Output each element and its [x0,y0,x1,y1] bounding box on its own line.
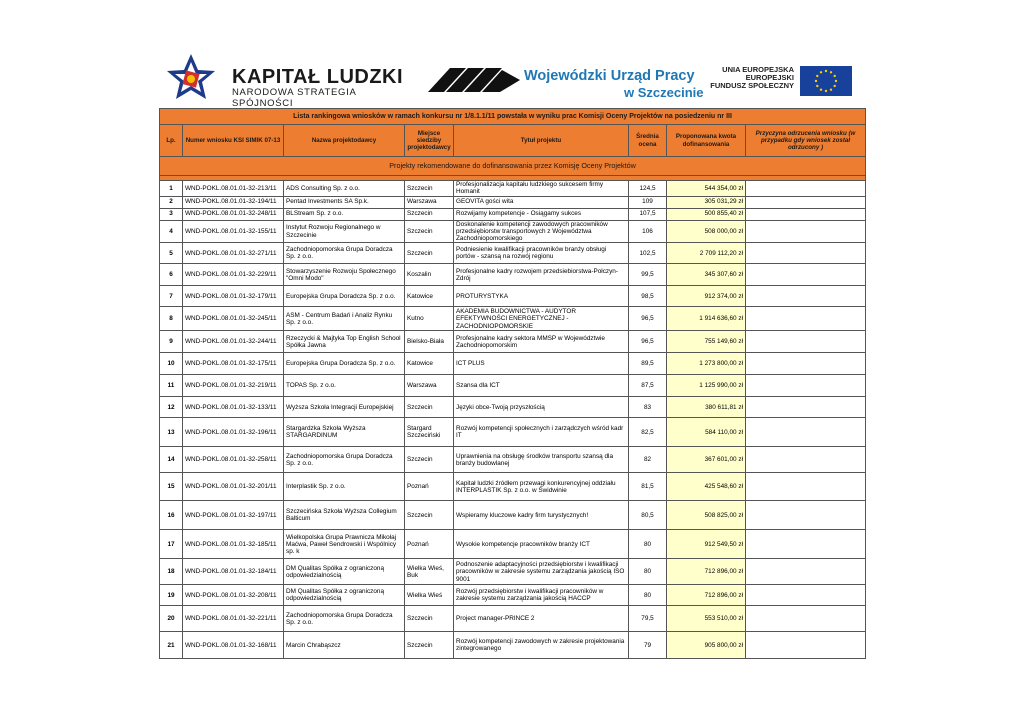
cell-seat: Szczecin [405,447,454,473]
cell-amount: 305 031,29 zł [667,196,746,208]
section-row [160,157,866,176]
cell-score: 80 [629,559,667,585]
cell-reason [746,208,866,220]
cell-reason [746,447,866,473]
cell-score: 89,5 [629,353,667,375]
cell-amount: 2 709 112,20 zł [667,243,746,264]
cell-title: Profesjonalne kadry rozwojem przedsiebiorstwa-Połczyn-Zdrój [454,264,629,286]
kapital-ludzki-logo [166,52,416,109]
col-header-seat: Miejsce siedziby projektodawcy [405,125,454,157]
table-title-row [160,109,866,125]
col-header-title: Tytuł projektu [454,125,629,157]
table-row [160,286,866,307]
cell-lp: 1 [160,181,183,197]
table-row [160,264,866,286]
cell-title: Rozwój kompetencji zawodowych w zakresie projektowania zintegrowanego [454,632,629,659]
cell-lp: 3 [160,208,183,220]
cell-title: Kapitał ludzki źródłem przewagi konkurencyjnej oddziału INTERPLASTIK Sp. z o.o. w Świdwinie [454,473,629,501]
cell-lp: 12 [160,397,183,418]
cell-title: Project manager-PRINCE 2 [454,606,629,632]
table-row [160,501,866,530]
cell-applicant: Szczecińska Szkoła Wyższa Collegium Balticum [284,501,405,530]
table-row [160,331,866,353]
eu-line1: UNIA EUROPEJSKA [722,65,794,74]
cell-reason [746,501,866,530]
cell-seat: Szczecin [405,632,454,659]
cell-amount: 912 374,00 zł [667,286,746,307]
table-row [160,418,866,447]
cell-reason [746,307,866,331]
cell-reason [746,559,866,585]
cell-title: Rozwijamy kompetencje - Osiągamy sukces [454,208,629,220]
cell-applicant: Instytut Rozwoju Regionalnego w Szczecinie [284,220,405,243]
cell-amount: 508 825,00 zł [667,501,746,530]
cell-amount: 544 354,00 zł [667,181,746,197]
cell-reason [746,220,866,243]
cell-seat: Poznań [405,473,454,501]
cell-reason [746,181,866,197]
cell-applicant: Stargardzka Szkoła Wyższa STARGARDINUM [284,418,405,447]
cell-title: Podnoszenie adaptacyjności przedsiębiorstw i kwalifikacji pracowników w zakresie systemu zarządzania jakością ISO 9001 [454,559,629,585]
cell-applicant: ADS Consulting Sp. z o.o. [284,181,405,197]
cell-lp: 8 [160,307,183,331]
cell-lp: 21 [160,632,183,659]
wup-logo [428,62,704,102]
cell-seat: Katowice [405,353,454,375]
cell-amount: 1 125 990,00 zł [667,375,746,397]
table-row [160,397,866,418]
cell-title: GEOVITA gości wita [454,196,629,208]
table-row [160,559,866,585]
cell-number: WND-POKL.08.01.01-32-197/11 [183,501,284,530]
cell-amount: 508 000,00 zł [667,220,746,243]
table-row [160,243,866,264]
cell-title: PROTURYSTYKA [454,286,629,307]
cell-title: Wspieramy kluczowe kadry firm turystycznych! [454,501,629,530]
cell-score: 106 [629,220,667,243]
cell-score: 80 [629,585,667,606]
cell-score: 79,5 [629,606,667,632]
cell-reason [746,473,866,501]
cell-seat: Szczecin [405,501,454,530]
cell-reason [746,530,866,559]
table-row [160,375,866,397]
cell-seat: Poznań [405,530,454,559]
table-row [160,632,866,659]
cell-amount: 712 896,00 zł [667,585,746,606]
cell-number: WND-POKL.08.01.01-32-133/11 [183,397,284,418]
cell-seat: Koszalin [405,264,454,286]
cell-amount: 584 110,00 zł [667,418,746,447]
cell-score: 96,5 [629,307,667,331]
table-title: Lista rankingowa wniosków w ramach konkursu nr 1/8.1.1/11 powstała w wyniku prac Komisji Oceny Projektów na posiedzeniu nr III [160,109,866,125]
header-logos [160,50,864,109]
col-header-reason: Przyczyna odrzucenia wniosku (w przypadku gdy wniosek został odrzucony ) [746,125,866,157]
col-header-lp: Lp. [160,125,183,157]
cell-score: 96,5 [629,331,667,353]
cell-reason [746,606,866,632]
wup-line1: Wojewódzki Urząd Pracy [524,68,695,84]
cell-seat: Bielsko-Biała [405,331,454,353]
section-title: Projekty rekomendowane do dofinansowania przez Komisję Oceny Projektów [160,157,866,176]
cell-reason [746,243,866,264]
cell-amount: 912 549,50 zł [667,530,746,559]
cell-lp: 4 [160,220,183,243]
cell-seat: Szczecin [405,243,454,264]
col-header-amount: Proponowana kwota dofinansowania [667,125,746,157]
col-header-number: Numer wniosku KSI SIMIK 07-13 [183,125,284,157]
cell-number: WND-POKL.08.01.01-32-179/11 [183,286,284,307]
cell-amount: 1 914 636,60 zł [667,307,746,331]
cell-score: 80,5 [629,501,667,530]
cell-number: WND-POKL.08.01.01-32-168/11 [183,632,284,659]
cell-number: WND-POKL.08.01.01-32-194/11 [183,196,284,208]
cell-number: WND-POKL.08.01.01-32-196/11 [183,418,284,447]
cell-lp: 14 [160,447,183,473]
cell-number: WND-POKL.08.01.01-32-258/11 [183,447,284,473]
cell-applicant: TOPAS Sp. z o.o. [284,375,405,397]
cell-applicant: Europejska Grupa Doradcza Sp. z o.o. [284,353,405,375]
table-row [160,307,866,331]
cell-amount: 712 896,00 zł [667,559,746,585]
cell-score: 109 [629,196,667,208]
cell-amount: 425 548,60 zł [667,473,746,501]
cell-score: 81,5 [629,473,667,501]
cell-seat: Szczecin [405,606,454,632]
cell-lp: 5 [160,243,183,264]
cell-applicant: Stowarzyszenie Rozwoju Społecznego "Omni Modo" [284,264,405,286]
cell-applicant: Wyższa Szkoła Integracji Europejskiej [284,397,405,418]
table-row [160,606,866,632]
table-row [160,220,866,243]
table-row [160,585,866,606]
cell-applicant: Wielkopolska Grupa Prawnicza Mikołaj Maćwa, Paweł Sendrowski i Wspólnicy sp. k [284,530,405,559]
eu-line3: FUNDUSZ SPOŁECZNY [710,81,794,90]
cell-amount: 1 273 800,00 zł [667,353,746,375]
eu-flag-icon [800,66,852,96]
cell-applicant: Europejska Grupa Doradcza Sp. z o.o. [284,286,405,307]
cell-applicant: Zachodniopomorska Grupa Doradcza Sp. z o.o. [284,243,405,264]
kapital-ludzki-star-icon [166,52,216,102]
cell-amount: 553 510,00 zł [667,606,746,632]
cell-amount: 905 800,00 zł [667,632,746,659]
cell-score: 82,5 [629,418,667,447]
cell-number: WND-POKL.08.01.01-32-184/11 [183,559,284,585]
table-row [160,196,866,208]
cell-title: Doskonalenie kompetencji zawodowych pracowników przedsiębiorstw transportowych z Województwa Zachodniopomorskiego [454,220,629,243]
cell-number: WND-POKL.08.01.01-32-271/11 [183,243,284,264]
col-header-score: Średnia ocena [629,125,667,157]
cell-seat: Szczecin [405,220,454,243]
cell-amount: 367 601,00 zł [667,447,746,473]
cell-title: ICT PLUS [454,353,629,375]
cell-seat: Kutno [405,307,454,331]
cell-applicant: Marcin Chrabąszcz [284,632,405,659]
cell-score: 124,5 [629,181,667,197]
table-row [160,530,866,559]
cell-score: 98,5 [629,286,667,307]
cell-number: WND-POKL.08.01.01-32-155/11 [183,220,284,243]
cell-title: Profesjonalne kadry sektora MMSP w Województwie Zachodniopomorskim [454,331,629,353]
eu-text [702,66,794,90]
cell-lp: 11 [160,375,183,397]
cell-title: Rozwój przedsiębiorstw i kwalifikacji pracowników w zakresie systemu zarządzania jakością HACCP [454,585,629,606]
cell-reason [746,632,866,659]
cell-lp: 7 [160,286,183,307]
cell-score: 80 [629,530,667,559]
cell-title: Podniesienie kwalifikacji pracowników branży obsługi portów - szansą na rozwój regionu [454,243,629,264]
cell-amount: 500 855,40 zł [667,208,746,220]
cell-number: WND-POKL.08.01.01-32-221/11 [183,606,284,632]
cell-title: AKADEMIA BUDOWNICTWA - AUDYTOR EFEKTYWNOŚCI ENERGETYCZNEJ - ZACHODNIOPOMORSKIE [454,307,629,331]
eu-line2: EUROPEJSKI [745,73,794,82]
cell-reason [746,264,866,286]
cell-title: Wysokie kompetencje pracowników branży ICT [454,530,629,559]
cell-seat: Szczecin [405,181,454,197]
cell-reason [746,418,866,447]
table-row [160,473,866,501]
cell-lp: 20 [160,606,183,632]
cell-seat: Szczecin [405,397,454,418]
cell-seat: Warszawa [405,375,454,397]
cell-score: 82 [629,447,667,473]
cell-number: WND-POKL.08.01.01-32-244/11 [183,331,284,353]
cell-lp: 2 [160,196,183,208]
cell-number: WND-POKL.08.01.01-32-208/11 [183,585,284,606]
cell-score: 99,5 [629,264,667,286]
cell-amount: 380 611,81 zł [667,397,746,418]
cell-applicant: ASM - Centrum Badań i Analiz Rynku Sp. z o.o. [284,307,405,331]
cell-lp: 17 [160,530,183,559]
cell-number: WND-POKL.08.01.01-32-229/11 [183,264,284,286]
cell-lp: 13 [160,418,183,447]
cell-lp: 6 [160,264,183,286]
cell-number: WND-POKL.08.01.01-32-219/11 [183,375,284,397]
ranking-table [159,108,866,659]
cell-seat: Wielka Wieś, Buk [405,559,454,585]
cell-score: 102,5 [629,243,667,264]
cell-reason [746,196,866,208]
table-row [160,208,866,220]
cell-score: 79 [629,632,667,659]
wup-arrows-icon [428,62,520,98]
cell-seat: Wielka Wieś [405,585,454,606]
cell-reason [746,286,866,307]
cell-lp: 15 [160,473,183,501]
cell-applicant: Rzeczycki & Majtyka Top English School Spółka Jawna [284,331,405,353]
cell-number: WND-POKL.08.01.01-32-175/11 [183,353,284,375]
cell-applicant: Zachodniopomorska Grupa Doradcza Sp. z o.o. [284,606,405,632]
cell-lp: 18 [160,559,183,585]
cell-lp: 19 [160,585,183,606]
cell-number: WND-POKL.08.01.01-32-201/11 [183,473,284,501]
cell-score: 87,5 [629,375,667,397]
table-row [160,353,866,375]
cell-applicant: Interplastik Sp. z o.o. [284,473,405,501]
cell-title: Profesjonalizacja kapitału ludzkiego sukcesem firmy Homanit [454,181,629,197]
cell-applicant: DM Qualitas Spółka z ograniczoną odpowiedzialnością [284,585,405,606]
cell-applicant: DM Qualitas Spółka z ograniczoną odpowiedzialnością [284,559,405,585]
cell-lp: 9 [160,331,183,353]
cell-seat: Warszawa [405,196,454,208]
cell-reason [746,353,866,375]
table-row [160,447,866,473]
cell-applicant: Zachodniopomorska Grupa Doradcza Sp. z o.o. [284,447,405,473]
cell-applicant: Pentad Investments SA Sp.k. [284,196,405,208]
kapital-ludzki-subtitle: NARODOWA STRATEGIA SPÓJNOŚCI [232,87,356,109]
cell-score: 107,5 [629,208,667,220]
cell-reason [746,397,866,418]
cell-number: WND-POKL.08.01.01-32-213/11 [183,181,284,197]
kapital-ludzki-title: KAPITAŁ LUDZKI [232,66,404,88]
cell-title: Szansa dla ICT [454,375,629,397]
wup-line2: w Szczecinie [624,85,704,100]
cell-title: Uprawnienia na obsługę środków transportu szansą dla branży budowlanej [454,447,629,473]
cell-applicant: BLStream Sp. z o.o. [284,208,405,220]
cell-title: Rozwój kompetencji społecznych i zarządczych wśród kadr IT [454,418,629,447]
cell-seat: Stargard Szczeciński [405,418,454,447]
table-header-row [160,125,866,157]
cell-number: WND-POKL.08.01.01-32-248/11 [183,208,284,220]
cell-number: WND-POKL.08.01.01-32-245/11 [183,307,284,331]
cell-seat: Szczecin [405,208,454,220]
col-header-applicant: Nazwa projektodawcy [284,125,405,157]
cell-reason [746,585,866,606]
cell-score: 83 [629,397,667,418]
cell-title: Języki obce-Twoją przyszłością [454,397,629,418]
table-row [160,181,866,197]
eu-logo [700,58,860,98]
cell-lp: 10 [160,353,183,375]
cell-reason [746,331,866,353]
cell-reason [746,375,866,397]
cell-amount: 345 307,60 zł [667,264,746,286]
cell-lp: 16 [160,501,183,530]
cell-number: WND-POKL.08.01.01-32-185/11 [183,530,284,559]
cell-seat: Katowice [405,286,454,307]
cell-amount: 755 149,60 zł [667,331,746,353]
